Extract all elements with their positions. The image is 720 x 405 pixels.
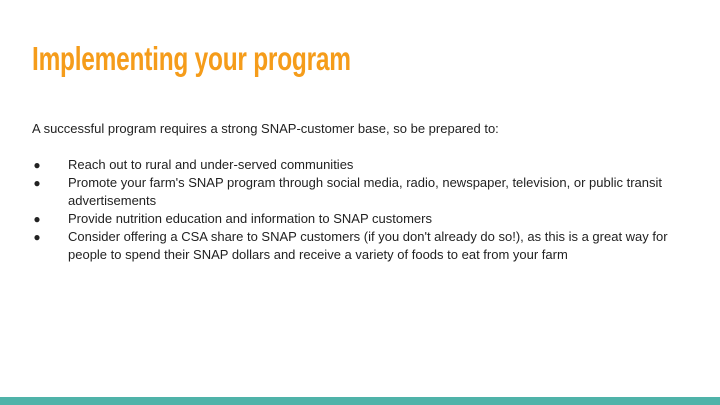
- footer-accent-bar: [0, 397, 720, 405]
- bullet-icon: ●: [33, 158, 41, 172]
- bullet-text: Consider offering a CSA share to SNAP customers (if you don't already do so!), as this is a great way for people to spend their SNAP dollars and receive a variety of foods to eat from your farm: [68, 229, 668, 262]
- bullet-icon: ●: [33, 212, 41, 226]
- bullet-item: [32, 156, 672, 174]
- bullet-item: [32, 228, 672, 264]
- bullet-text: Promote your farm's SNAP program through social media, radio, newspaper, television, or public transit advertisements: [68, 175, 663, 208]
- bullet-list: [32, 156, 672, 264]
- bullet-text: Reach out to rural and under-served communities: [68, 157, 354, 172]
- slide-title: Implementing your program: [32, 40, 351, 77]
- bullet-icon: ●: [33, 176, 41, 190]
- bullet-text: Provide nutrition education and information to SNAP customers: [68, 211, 432, 226]
- intro-text: A successful program requires a strong SNAP-customer base, so be prepared to:: [32, 121, 499, 136]
- bullet-item: [32, 210, 672, 228]
- bullet-item: [32, 174, 672, 210]
- bullet-icon: ●: [33, 230, 41, 244]
